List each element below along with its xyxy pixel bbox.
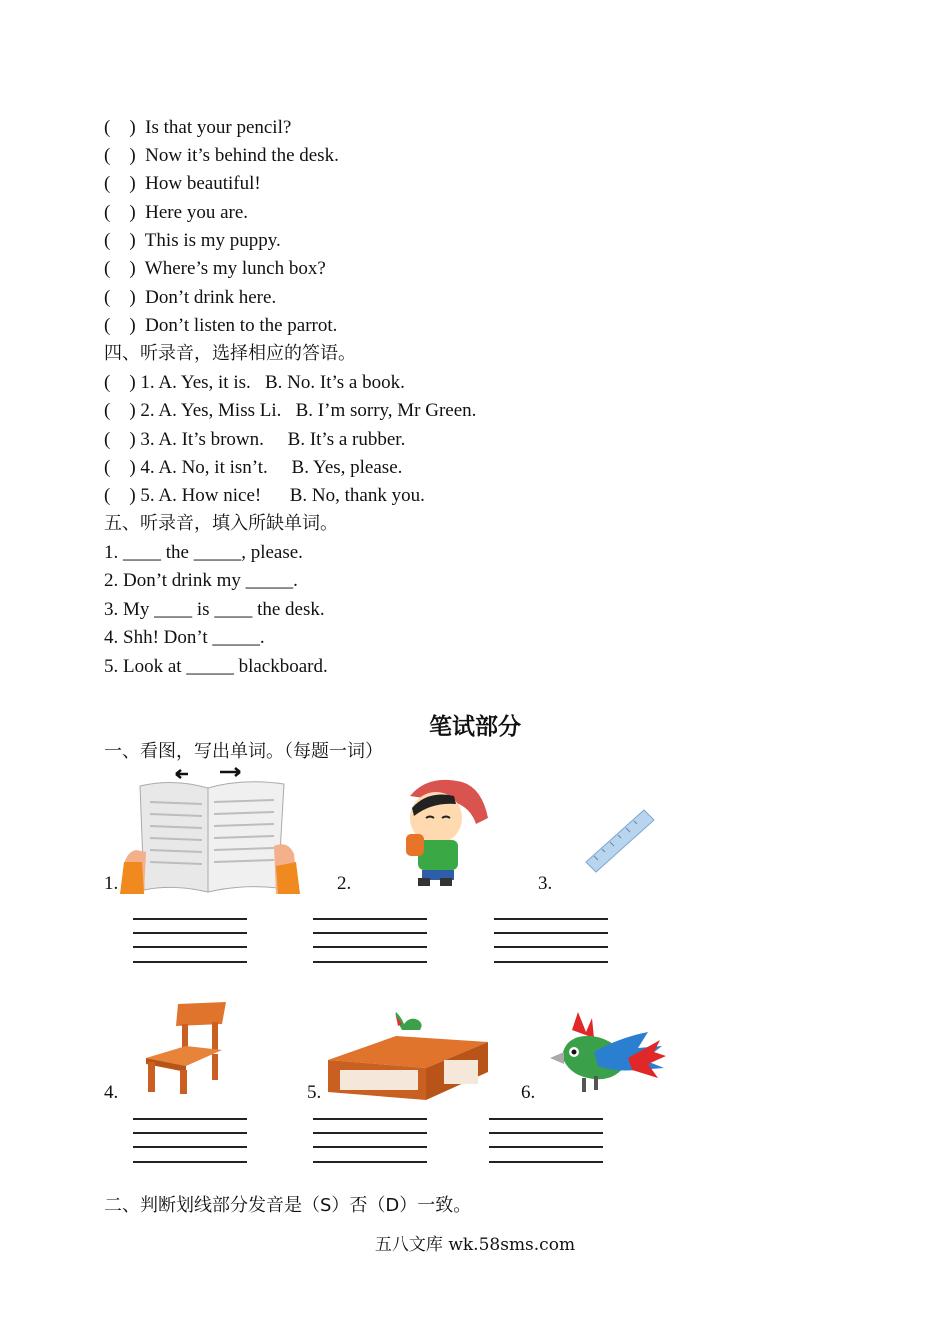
picture-number: 6. [521, 1082, 536, 1103]
question-line: ( ) 2. A. Yes, Miss Li. B. I’m sorry, Mr Green. [104, 400, 477, 421]
fill-line: 4. Shh! Don’t _____. [104, 627, 265, 648]
ruler-picture [582, 806, 656, 876]
option-line: ( ) This is my puppy. [104, 230, 281, 251]
written-part-title: 笔试部分 [429, 714, 521, 740]
desk-with-bird-picture [326, 1008, 490, 1102]
question-line: ( ) 1. A. Yes, it is. B. No. It’s a book. [104, 372, 405, 393]
picture-number: 1. [104, 873, 119, 894]
picture-number: 2. [337, 873, 352, 894]
boy-eating-picture [398, 774, 490, 886]
picture-number: 3. [538, 873, 553, 894]
question-line: ( ) 3. A. It’s brown. B. It’s a rubber. [104, 429, 406, 450]
question-line: ( ) 4. A. No, it isn’t. B. Yes, please. [104, 457, 403, 478]
written-section1-title: 一、看图，写出单词。（每题一词） [104, 741, 383, 762]
section5-title: 五、听录音，填入所缺单词。 [104, 513, 338, 534]
fill-line: 3. My ____ is ____ the desk. [104, 599, 325, 620]
fill-line: 1. ____ the _____, please. [104, 542, 303, 563]
writing-lines[interactable] [494, 918, 608, 964]
written-section2-title: 二、判断划线部分发音是（S）否（D）一致。 [104, 1195, 472, 1216]
option-line: ( ) How beautiful! [104, 173, 261, 194]
chair-picture [142, 1000, 230, 1096]
picture-number: 5. [307, 1082, 322, 1103]
question-line: ( ) 5. A. How nice! B. No, thank you. [104, 485, 425, 506]
option-line: ( ) Is that your pencil? [104, 117, 292, 138]
parrot-picture [548, 1012, 666, 1098]
option-line: ( ) Now it’s behind the desk. [104, 145, 339, 166]
writing-lines[interactable] [489, 1118, 603, 1164]
section4-title: 四、听录音，选择相应的答语。 [104, 343, 356, 364]
fill-line: 2. Don’t drink my _____. [104, 570, 298, 591]
option-line: ( ) Don’t listen to the parrot. [104, 315, 338, 336]
option-line: ( ) Don’t drink here. [104, 287, 277, 308]
fill-line: 5. Look at _____ blackboard. [104, 656, 328, 677]
writing-lines[interactable] [133, 1118, 247, 1164]
option-line: ( ) Where’s my lunch box? [104, 258, 326, 279]
writing-lines[interactable] [313, 918, 427, 964]
option-line: ( ) Here you are. [104, 202, 249, 223]
picture-number: 4. [104, 1082, 119, 1103]
writing-lines[interactable] [133, 918, 247, 964]
footer-watermark: 五八文库 wk.58sms.com [374, 1235, 576, 1255]
newspaper-picture [118, 766, 303, 894]
writing-lines[interactable] [313, 1118, 427, 1164]
